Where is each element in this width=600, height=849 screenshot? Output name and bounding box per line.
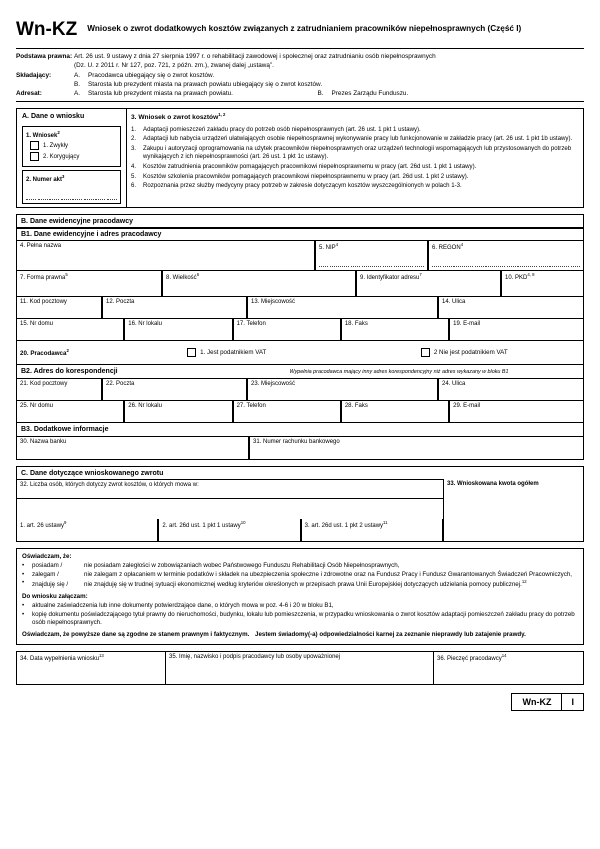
field-10-superscript: 4, 8 [527,272,535,278]
checkbox-korygujacy[interactable] [30,152,39,161]
field-8-wielkosc[interactable] [162,271,356,297]
field-22-label: 22. Poczta [106,381,135,388]
list-item[interactable] [131,163,579,171]
field-30-nazwa-banku[interactable] [17,437,249,459]
vat-yes-option[interactable] [108,348,346,357]
final-declaration-line2: Jestem świadomy(-a) odpowiedzialności karnej za zeznanie nieprawdy lub zatajenie prawdy. [255,630,526,638]
vat-no-label: 2 Nie jest podatnikiem VAT [433,349,508,357]
field-6-regon[interactable] [428,241,583,271]
field-32a-art26[interactable] [17,519,158,541]
block-b2-title: B2. Adres do korespondencji [21,368,118,376]
list-item[interactable] [131,182,579,190]
bullet-icon: • [22,601,25,609]
declaration-block [16,548,584,644]
declaration-item-2[interactable] [22,571,578,580]
field-15-nr-domu[interactable] [17,319,124,341]
field-32a-superscript: 9 [64,520,67,526]
b3-row-1 [17,437,583,459]
declaration-item-3-superscript: 12 [521,579,527,585]
field-32b-label: 2. art. 26d ust. 1 pkt 1 ustawy [162,523,241,530]
field-20-label: 20. Pracodawca [20,350,67,358]
field-17-label: 17. Telefon [236,321,266,328]
list-item-text: Kosztów szkolenia pracowników pomagających pracownikowi niepełnosprawnemu w pracy (art. 26d ust. 1 pkt 2 ustawy). [143,172,469,180]
list-item[interactable] [131,145,579,161]
field-5-nip[interactable] [315,241,428,271]
addressee-text-b: Prezes Zarządu Funduszu. [331,90,409,98]
field-32c-label: 3. art. 26d ust. 1 pkt 2 ustawy [304,523,384,530]
b1-row-3 [17,297,583,319]
form-code: Wn-KZ [16,19,78,40]
field-25-label: 25. Nr domu [20,403,54,410]
list-item-text: Adaptacji lub nabycia urządzeń ułatwiających osobie niepełnosprawnej wykonywanie pracy lub funkcjonowanie w zakładzie pracy (art. 26 ust. 1 pkt 1b ustawy). [143,135,573,143]
field-31-numer-rachunku[interactable] [249,437,583,459]
final-declaration-line1: Oświadczam, że powyższe dane są zgodne ze stanem prawnym i faktycznym. [22,630,250,638]
field-12-poczta[interactable] [102,297,247,319]
field-9-identyfikator-adresu[interactable] [356,271,501,297]
signature-row [16,651,584,685]
legal-basis-label: Podstawa prawna: [16,53,73,60]
attachment-item-2 [22,611,578,628]
field-18-label: 18. Faks [344,321,368,328]
field-21-kod-pocztowy[interactable] [17,379,102,401]
field-19-email[interactable] [449,319,583,341]
applicant-row [16,71,584,90]
field-34-superscript: 13 [99,652,104,658]
vat-no-option[interactable] [346,348,584,357]
bullet-icon: • [22,579,25,587]
declaration-item-1-option-b[interactable]: nie posiadam zaległości w zobowiązaniach wobec Państwowego Funduszu Rehabilitacji Osób Niepełnosprawnych, [84,562,400,570]
field-2-label: 2. Numer akt [26,177,63,184]
option-zwykly-label: 1. Zwykły [43,142,69,149]
field-5-label: 5. NIP [319,245,336,252]
option-korygujacy-label: 2. Korygujący [43,153,80,160]
field-31-label: 31. Numer rachunku bankowego [253,439,340,446]
list-item-text: Kosztów zatrudnienia pracowników pomagających pracownikowi niepełnosprawnemu w pracy (art. 26d ust. 1 pkt 1 ustawy). [143,162,477,170]
final-declaration [22,631,578,640]
block-b1-title: B1. Dane ewidencyjne i adres pracodawcy [17,228,583,241]
b2-row-1 [17,379,583,401]
declaration-item-3-option-a[interactable]: znajduję się / [32,581,69,589]
section-a-title: A. Dane o wniosku [22,113,85,121]
field-5-input[interactable] [316,258,427,269]
bullet-icon: • [22,570,25,578]
field-30-label: 30. Nazwa banku [20,439,67,446]
c-row-1 [17,479,583,519]
list-item-number: 1. [131,125,137,133]
field-25-nr-domu[interactable] [17,401,124,423]
form-header [16,18,584,41]
field-32c-superscript: 11 [383,520,388,526]
applicant-letter-b: B. [74,80,81,88]
field-7-forma-prawna[interactable] [17,271,162,297]
addressee-letter-b: B. [317,90,324,98]
field-20-pracodawca [17,341,583,365]
field-8-label: 8. Wielkość [166,275,197,282]
field-16-nr-lokalu[interactable] [124,319,232,341]
field-26-nr-lokalu[interactable] [124,401,232,423]
field-35-label: 35. Imię, nazwisko i podpis pracodawcy lub osoby upoważnionej [169,653,341,660]
attachments-heading: Do wniosku załączam: [22,593,88,601]
field-2-numer-akt[interactable] [22,170,121,204]
field-2-superscript: 3 [62,174,65,180]
field-26-label: 26. Nr lokalu [128,403,162,410]
block-b2-hint: Wypełnia pracodawca mający inny adres korespondencyjny niż adres wykazany w bloku B1 [289,368,509,375]
section-b-title: B. Dane ewidencyjne pracodawcy [21,218,134,226]
field-19-label: 19. E-mail [453,321,481,328]
list-item-number: 6. [131,182,137,190]
form-footer [16,693,584,711]
applicant-text-b: Starosta lub prezydent miasta na prawach powiatu ubiegający się o zwrot kosztów. [88,80,323,88]
list-item[interactable] [131,135,579,143]
list-item-number: 2. [131,135,137,143]
field-22-poczta[interactable] [102,379,247,401]
field-9-label: 9. Identyfikator adresu [360,275,420,282]
field-35-podpis[interactable] [166,651,434,685]
field-33-value[interactable] [443,519,583,541]
field-3-superscript: 1, 2 [218,112,226,118]
field-11-label: 11. Kod pocztowy [20,299,67,306]
section-c [16,466,584,542]
c-row-2 [17,519,583,541]
field-2-input[interactable] [23,191,120,202]
field-4-label: 4. Pełna nazwa [20,243,62,250]
field-32b-superscript: 10 [240,520,246,526]
vat-yes-label: 1. Jest podatnikiem VAT [200,349,267,357]
field-17-telefon[interactable] [233,319,341,341]
legal-basis-block [16,48,584,102]
list-item-text: Rozpoznania przez służby medycyny pracy potrzeb w zakresie dotyczącym kosztów wyszczególnionych w polach 1-3. [143,182,462,190]
field-34-data-wypelnienia[interactable] [16,651,166,685]
field-12-label: 12. Poczta [106,299,135,306]
declaration-heading: Oświadczam, że: [22,553,72,561]
field-20-superscript: 2 [66,348,69,354]
field-5-superscript: 4 [335,242,339,248]
list-item-number: 3. [131,145,137,153]
field-15-label: 15. Nr domu [20,321,54,328]
block-b3-title: B3. Dodatkowe informacje [21,426,109,434]
field-33-kwota-ogolem[interactable] [443,479,583,519]
field-14-ulica[interactable] [438,297,583,319]
b1-row-1 [17,241,583,271]
field-6-superscript: 4 [460,242,464,248]
field-32c-art26d-2[interactable] [301,519,443,541]
section-c-title: C. Dane dotyczące wnioskowanego zwrotu [21,470,164,478]
list-item-number: 4. [131,162,137,170]
field-1-wniosek [22,126,121,167]
declaration-item-3-option-b[interactable]: nie znajduję się w trudnej sytuacji ekonomicznej według kryteriów określonych w przepisach prawa Unii Europejskiej dotyczących udzielania pomocy publicznej. [84,581,522,589]
field-36-pieczec[interactable] [434,651,584,685]
checkbox-vat-yes[interactable] [187,348,196,357]
attachment-item-1-text: aktualne zaświadczenia lub inne dokumenty potwierdzające dane, o których mowa w poz. 4-6 i 20 w bloku B1, [32,601,334,609]
declaration-item-1[interactable] [22,562,578,571]
list-item[interactable] [131,173,579,181]
list-item-number: 5. [131,172,137,180]
field-27-label: 27. Telefon [236,403,266,410]
legal-basis-line1: Art. 26 ust. 9 ustawy z dnia 27 sierpnia 1997 r. o rehabilitacji zawodowej i społecznej oraz zatrudnianiu osób niepełnosprawnych [74,53,436,60]
declaration-item-2-option-b[interactable]: nie zalegam z opłacaniem w terminie podatków i składek na ubezpieczenia społeczne i zdrowotne oraz na Fundusz Pracy i Fundusz Gwarantowanych Świadczeń Pracowniczych, [84,570,573,578]
applicant-text-a: Pracodawca ubiegający się o zwrot kosztów. [88,71,215,79]
attachment-item-2-text: kopię dokumentu poświadczającego tytuł prawny do nieruchomości, budynku, lokalu lub pomieszczenia, w przypadku wnioskowania o zwrot kosztów adaptacji pomieszczeń zakładu pracy do potrzeb osób niepełnosprawnych. [32,610,575,627]
option-korygujacy[interactable] [30,152,117,161]
declaration-item-3[interactable] [22,579,578,590]
field-36-superscript: 14 [501,652,507,658]
b2-row-2 [17,401,583,423]
field-23-miejscowosc[interactable] [247,379,438,401]
field-32-header [17,479,443,499]
list-item[interactable] [131,126,579,134]
field-29-label: 29. E-mail [453,403,481,410]
field-9-superscript: 7 [419,272,422,278]
field-21-label: 21. Kod pocztowy [20,381,68,388]
field-18-faks[interactable] [341,319,449,341]
field-1-label: 1. Wniosek [26,133,58,140]
b1-row-2 [17,271,583,297]
kosztow-list [131,126,579,191]
field-16-label: 16. Nr lokalu [128,321,162,328]
applicant-letter-a: A. [74,71,81,79]
field-23-label: 23. Miejscowość [251,381,296,388]
form-title: Wniosek o zwrot dodatkowych kosztów związanych z zatrudnianiem pracowników niepełnosprawnych (Część I) [87,24,522,33]
checkbox-zwykly[interactable] [30,141,39,150]
b1-row-4 [17,319,583,341]
footer-page-number: I [562,693,584,711]
field-11-kod-pocztowy[interactable] [17,297,102,319]
addressee-row [16,89,584,98]
addressee-label: Adresat: [16,90,42,98]
bullet-icon: • [22,610,25,618]
attachment-item-1 [22,602,578,611]
list-item-text: Zakupu i autoryzacji oprogramowania na użytek pracowników niepełnosprawnych oraz urządzeń technologii wspomagających lub przystosowanych do potrzeb wynikających z ich niepełnosprawności (art. 26 ust. 1 pkt 1c ustawy). [143,145,572,161]
section-a [16,108,584,208]
field-6-label: 6. REGON [432,245,461,252]
field-24-label: 24. Ulica [442,381,466,388]
field-6-input[interactable] [429,258,583,269]
addressee-letter-a: A. [74,90,81,98]
field-7-superscript: 5 [65,272,68,278]
checkbox-vat-no[interactable] [421,348,430,357]
field-10-pkd[interactable] [501,271,583,297]
field-1-superscript: 2 [57,130,60,136]
field-13-label: 13. Miejscowość [251,299,296,306]
bullet-icon: • [22,562,25,570]
legal-basis-line2: (Dz. U. z 2011 r. Nr 127, poz. 721, z późn. zm.), zwanej dalej „ustawą”. [74,62,274,70]
field-4-pelna-nazwa[interactable] [17,241,315,271]
field-27-telefon[interactable] [233,401,341,423]
field-32a-label: 1. art. 26 ustawy [20,523,65,530]
field-32-label: 32. Liczba osób, których dotyczy zwrot kosztów, o których mowa w: [20,482,199,489]
field-3-label: 3. Wniosek o zwrot kosztów [131,114,219,122]
footer-form-code: Wn-KZ [511,693,562,711]
field-7-label: 7. Forma prawna [20,275,66,282]
field-34-label: 34. Data wypełnienia wniosku [20,655,100,662]
legal-basis-row [16,52,584,71]
field-28-faks[interactable] [341,401,449,423]
field-14-label: 14. Ulica [442,299,466,306]
field-24-ulica[interactable] [438,379,583,401]
declaration-item-1-option-a[interactable]: posiadam / [32,562,63,570]
field-32b-art26d-1[interactable] [158,519,300,541]
list-item-text: Adaptacji pomieszczeń zakładu pracy do potrzeb osób niepełnosprawnych (art. 26 ust. 1 pkt 1 ustawy). [143,125,421,133]
section-b [16,214,584,460]
field-33-label: 33. Wnioskowana kwota ogółem [447,481,539,488]
option-zwykly[interactable] [30,141,117,150]
field-29-email[interactable] [449,401,583,423]
applicant-label: Składający: [16,71,52,79]
field-8-superscript: 6 [196,272,200,278]
field-36-label: 36. Pieczęć pracodawcy [437,655,502,662]
field-28-label: 28. Faks [344,403,368,410]
field-13-miejscowosc[interactable] [247,297,438,319]
addressee-text-a: Starosta lub prezydent miasta na prawach powiatu. [88,90,233,98]
field-10-label: 10. PKD [505,275,528,282]
declaration-item-2-option-a[interactable]: zalegam / [32,570,59,578]
